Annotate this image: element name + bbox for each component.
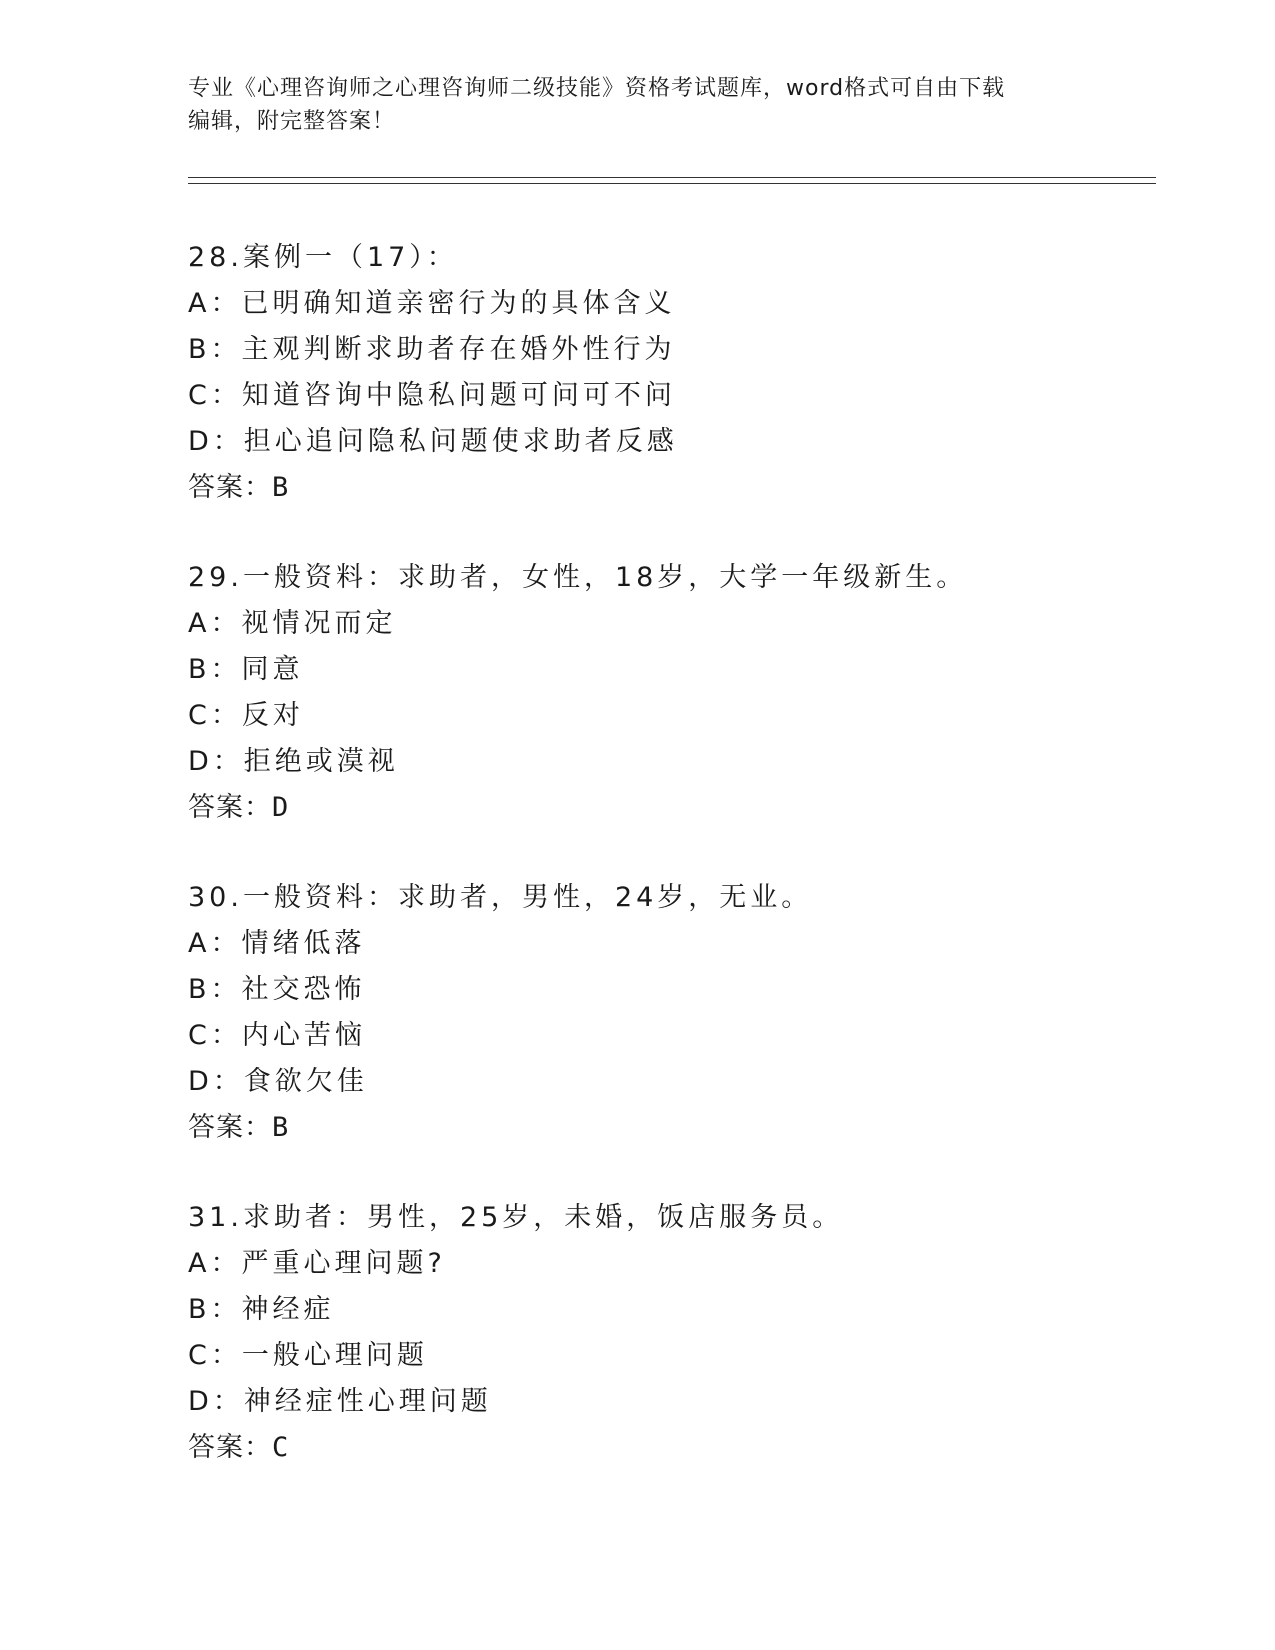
header-line-1: 专业《心理咨询师之心理咨询师二级技能》资格考试题库，word格式可自由下载	[188, 76, 1006, 101]
option-a: A：已明确知道亲密行为的具体含义	[188, 288, 676, 319]
option-a: A：严重心理问题?	[188, 1248, 446, 1279]
question-title: 29.一般资料：求助者，女性，18岁，大学一年级新生。	[188, 562, 968, 593]
header-divider-bottom	[188, 183, 1156, 184]
answer-value: B	[272, 1112, 290, 1143]
answer-line	[188, 1105, 1148, 1151]
header-line-2: 编辑，附完整答案！	[188, 109, 396, 134]
question-block	[188, 875, 1148, 1151]
option-c: C：知道咨询中隐私问题可问可不问	[188, 380, 676, 411]
question-block	[188, 1195, 1148, 1471]
question-block	[188, 235, 1148, 511]
document-header	[188, 72, 1088, 138]
answer-label: 答案：	[188, 1112, 272, 1143]
answer-value: D	[272, 792, 290, 823]
option-a: A：情绪低落	[188, 928, 366, 959]
answer-line	[188, 465, 1148, 511]
option-a: A：视情况而定	[188, 608, 397, 639]
option-d: D：拒绝或漠视	[188, 746, 399, 777]
answer-value: B	[272, 472, 290, 503]
header-divider-top	[188, 177, 1156, 178]
option-c: C：反对	[188, 700, 304, 731]
option-c: C：一般心理问题	[188, 1340, 428, 1371]
option-b: B：主观判断求助者存在婚外性行为	[188, 334, 676, 365]
option-b: B：社交恐怖	[188, 974, 366, 1005]
option-b: B：同意	[188, 654, 304, 685]
option-b: B：神经症	[188, 1294, 335, 1325]
question-title: 28.案例一（17）：	[188, 242, 458, 273]
question-title: 30.一般资料：求助者，男性，24岁，无业。	[188, 882, 813, 913]
answer-label: 答案：	[188, 1432, 272, 1463]
answer-line	[188, 1425, 1148, 1471]
option-c: C：内心苦恼	[188, 1020, 366, 1051]
answer-label: 答案：	[188, 472, 272, 503]
option-d: D：食欲欠佳	[188, 1066, 368, 1097]
option-d: D：神经症性心理问题	[188, 1386, 492, 1417]
answer-value: C	[272, 1432, 290, 1463]
question-title: 31.求助者：男性，25岁，未婚，饭店服务员。	[188, 1202, 844, 1233]
answer-line	[188, 785, 1148, 831]
answer-label: 答案：	[188, 792, 272, 823]
option-d: D：担心追问隐私问题使求助者反感	[188, 426, 678, 457]
question-block	[188, 555, 1148, 831]
